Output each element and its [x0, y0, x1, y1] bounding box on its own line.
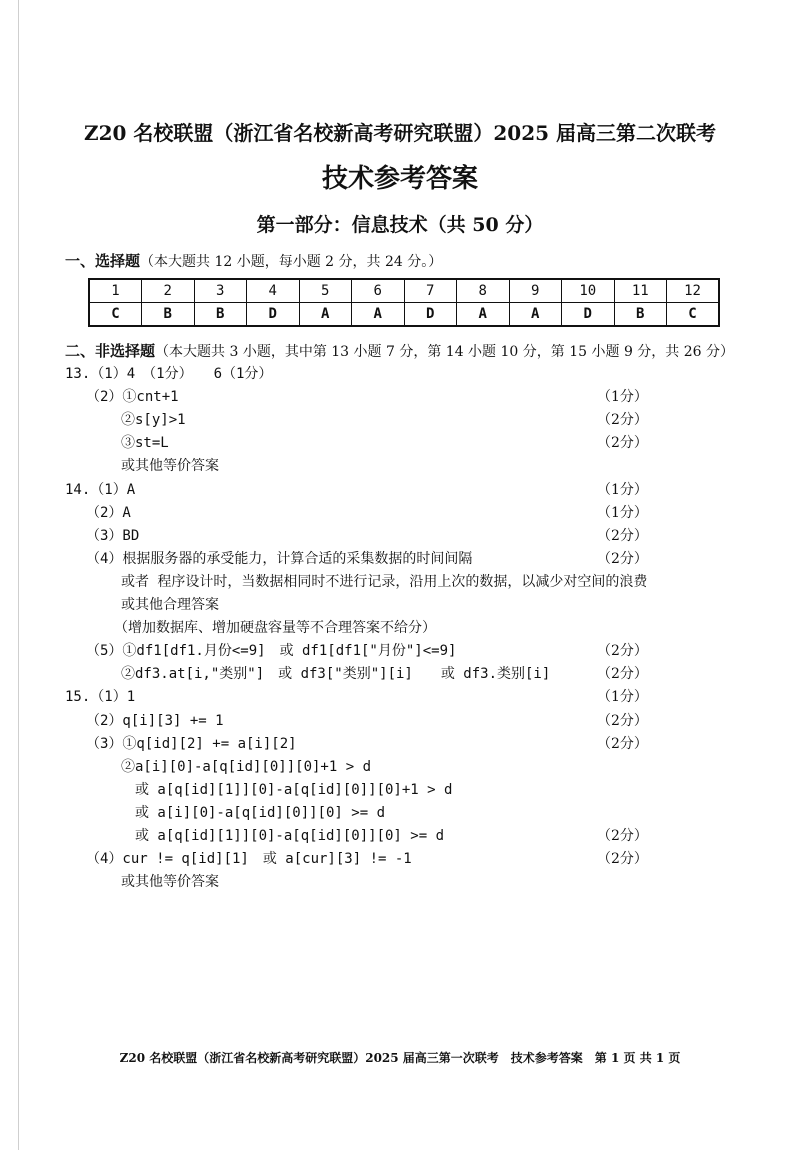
answer-line: ③st=L: [65, 435, 169, 451]
question-number-cell: 6: [352, 279, 405, 303]
answer-line: （2）A: [65, 505, 131, 521]
answer-line: ②s[y]>1: [65, 412, 186, 428]
answer-line: （增加数据库、增加硬盘容量等不合理答案不给分）: [65, 620, 436, 636]
answer-line: 或 a[q[id][1]][0]-a[q[id][0]][0]+1 > d: [65, 782, 453, 798]
answer-cell: C: [667, 303, 720, 327]
question-number-cell: 7: [404, 279, 457, 303]
answer-line: （4）cur != q[id][1] 或 a[cur][3] != -1: [65, 851, 412, 867]
answer-row: [89, 303, 719, 327]
answer-cell: A: [509, 303, 562, 327]
exam-title: Z20 名校联盟（浙江省名校新高考研究联盟）2025 届高三第二次联考: [83, 121, 717, 145]
answer-line: （4）根据服务器的承受能力，计算合适的采集数据的时间间隔: [65, 551, 473, 567]
answer-cell: D: [562, 303, 615, 327]
question-number-cell: 11: [614, 279, 667, 303]
answer-line: 14.（1）A: [65, 482, 136, 498]
score-label: （2分）: [597, 851, 648, 867]
answer-line: ②df3.at[i,"类别"] 或 df3["类别"][i] 或 df3.类别[i]: [65, 666, 551, 682]
score-label: （1分）: [597, 689, 648, 705]
question-number-cell: 4: [247, 279, 300, 303]
answer-line: 或其他合理答案: [65, 597, 219, 613]
answer-cell: D: [247, 303, 300, 327]
question-number-cell: 12: [667, 279, 720, 303]
answer-line: 或 a[q[id][1]][0]-a[q[id][0]][0] >= d: [65, 828, 445, 844]
document-title: 技术参考答案: [321, 164, 478, 194]
score-label: （2分）: [597, 828, 648, 844]
answer-line: 15.（1）1: [65, 689, 136, 705]
score-label: （2分）: [597, 736, 648, 752]
answer-cell: B: [614, 303, 667, 327]
section1-title: 一、选择题: [65, 252, 141, 270]
question-number-cell: 10: [562, 279, 615, 303]
answer-cell: B: [142, 303, 195, 327]
answer-cell: A: [352, 303, 405, 327]
question-number-cell: 1: [89, 279, 142, 303]
answer-cell: D: [404, 303, 457, 327]
score-label: （2分）: [597, 666, 648, 682]
question-number-row: [89, 279, 719, 303]
section2-desc: （本大题共 3 小题，其中第 13 小题 7 分，第 14 小题 10 分，第 15 小题 9 分，共 26 分）: [155, 344, 735, 360]
answer-line: （5）①df1[df1.月份<=9] 或 df1[df1["月份"]<=9]: [65, 643, 457, 659]
part-title: 第一部分：信息技术（共 50 分）: [256, 214, 544, 236]
section1-desc: （本大题共 12 小题，每小题 2 分，共 24 分。）: [140, 254, 443, 270]
score-label: （2分）: [597, 528, 648, 544]
section2-title: 二、非选择题: [65, 342, 156, 360]
answer-line: 或者 程序设计时，当数据相同时不进行记录，沿用上次的数据，以减少对空间的浪费: [65, 574, 648, 590]
question-number-cell: 2: [142, 279, 195, 303]
answer-line: 13.（1）4 （1分） 6（1分）: [65, 366, 273, 382]
section1-heading: [65, 250, 442, 271]
score-label: （2分）: [597, 713, 648, 729]
question-number-cell: 5: [299, 279, 352, 303]
score-label: （2分）: [597, 435, 648, 451]
score-label: （1分）: [597, 389, 648, 405]
score-label: （1分）: [597, 505, 648, 521]
score-label: （2分）: [597, 551, 648, 567]
answer-cell: A: [299, 303, 352, 327]
answer-cell: A: [457, 303, 510, 327]
answer-line: 或 a[i][0]-a[q[id][0]][0] >= d: [65, 805, 386, 821]
answer-line: （3）①q[id][2] += a[i][2]: [65, 736, 297, 752]
section2-heading: [65, 340, 734, 361]
score-label: （1分）: [597, 482, 648, 498]
answer-line: （3）BD: [65, 528, 140, 544]
answer-line: 或其他等价答案: [65, 458, 219, 474]
page-footer: Z20 名校联盟（浙江省名校新高考研究联盟）2025 届高三第一次联考 技术参考答案 第 1 页 共 1 页: [119, 1051, 681, 1065]
answer-line: 或其他等价答案: [65, 874, 219, 890]
question-number-cell: 3: [194, 279, 247, 303]
question-number-cell: 8: [457, 279, 510, 303]
answer-cell: C: [89, 303, 142, 327]
answer-line: （2）q[i][3] += 1: [65, 713, 224, 729]
score-label: （2分）: [597, 412, 648, 428]
question-number-cell: 9: [509, 279, 562, 303]
answer-line: （2）①cnt+1: [65, 389, 179, 405]
score-label: （2分）: [597, 643, 648, 659]
answer-cell: B: [194, 303, 247, 327]
answer-table: [88, 278, 720, 327]
answer-line: ②a[i][0]-a[q[id][0]][0]+1 > d: [65, 759, 372, 775]
